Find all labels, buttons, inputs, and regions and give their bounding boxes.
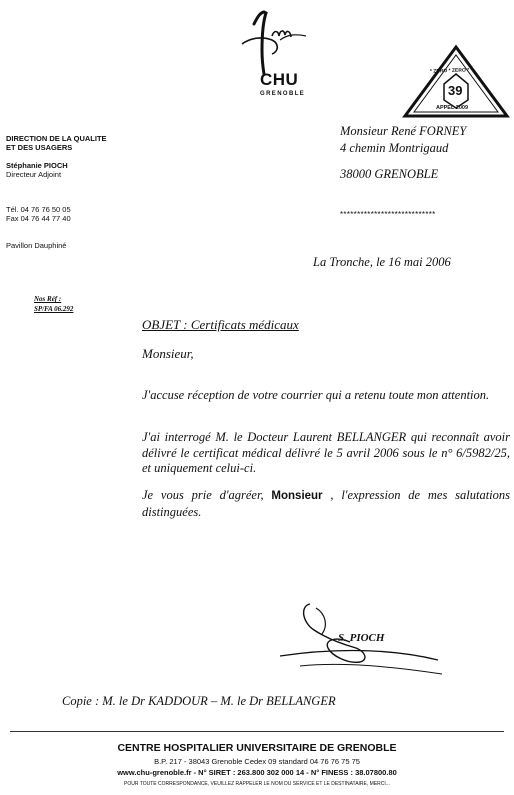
stamp-number: 39 bbox=[448, 83, 463, 98]
stamp-bottom-text: APPEL 2009 bbox=[436, 105, 469, 111]
closing-part1: Je vous prie d'agréer, bbox=[142, 488, 264, 502]
letter-date: La Tronche, le 16 mai 2006 bbox=[313, 255, 451, 269]
salutation: Monsieur, bbox=[142, 346, 194, 361]
footer-divider bbox=[10, 731, 504, 732]
sender-phone: Tél. 04 76 76 50 05 bbox=[6, 205, 71, 214]
sender-fax: Fax 04 76 44 77 40 bbox=[6, 214, 71, 223]
sender-location: Pavillon Dauphiné bbox=[6, 241, 67, 250]
recipient-name: Monsieur René FORNEY bbox=[340, 124, 467, 138]
recipient-city: 38000 GRENOBLE bbox=[340, 167, 439, 181]
signature-name: S. PIOCH bbox=[338, 632, 385, 644]
logo-mark-icon bbox=[236, 10, 316, 78]
footer-note: POUR TOUTE CORRESPONDANCE, VEUILLEZ RAPPELER LE NOM DU SERVICE ET LE DESTINATAIRE, MERCI... bbox=[124, 781, 390, 787]
recipient-street: 4 chemin Montrigaud bbox=[340, 141, 449, 155]
footer-title: CENTRE HOSPITALIER UNIVERSITAIRE DE GRENOBLE bbox=[117, 742, 397, 754]
footer-identifiers: www.chu-grenoble.fr - N° SIRET : 263.800 302 000 14 - N° FINESS : 38.07800.80 bbox=[117, 768, 397, 777]
recipient-stars: **************************** bbox=[340, 210, 436, 219]
stamp-top-text: * ZERO * ZERO * bbox=[429, 67, 470, 75]
subject-line: OBJET : Certificats médicaux bbox=[142, 317, 299, 332]
copies-line: Copie : M. le Dr KADDOUR – M. le Dr BELLANGER bbox=[62, 694, 336, 708]
paragraph-doctor-inquiry: J'ai interrogé M. le Docteur Laurent BELLANGER qui reconnaît avoir délivré le certificat médical délivré le 5 avril 2006 sous le n° 6/5982/25, et uniquement celui-ci. bbox=[142, 430, 510, 475]
paragraph-acknowledgement: J'accuse réception de votre courrier qui a retenu toute mon attention. bbox=[142, 388, 490, 402]
appeal-stamp bbox=[402, 44, 510, 120]
footer-address: B.P. 217 - 38043 Grenoble Cedex 09 standard 04 76 76 75 75 bbox=[154, 757, 360, 766]
logo-subtext: GRENOBLE bbox=[260, 91, 306, 97]
sender-name: Stéphanie PIOCH bbox=[6, 161, 68, 170]
logo-text: CHU bbox=[260, 70, 299, 89]
handwritten-signature bbox=[270, 600, 450, 680]
paragraph-closing bbox=[142, 488, 510, 520]
chu-logo bbox=[236, 10, 316, 102]
closing-part2: , l'expression de mes salutations distinguées. bbox=[142, 488, 511, 519]
sender-department-line2: ET DES USAGERS bbox=[6, 143, 73, 152]
closing-emphasis: Monsieur bbox=[271, 490, 323, 502]
reference-label: Nos Réf : bbox=[34, 295, 62, 303]
sender-role: Directeur Adjoint bbox=[6, 170, 62, 179]
reference-value: SP/FA 06.292 bbox=[34, 305, 74, 313]
sender-department-line1: DIRECTION DE LA QUALITE bbox=[6, 134, 107, 143]
